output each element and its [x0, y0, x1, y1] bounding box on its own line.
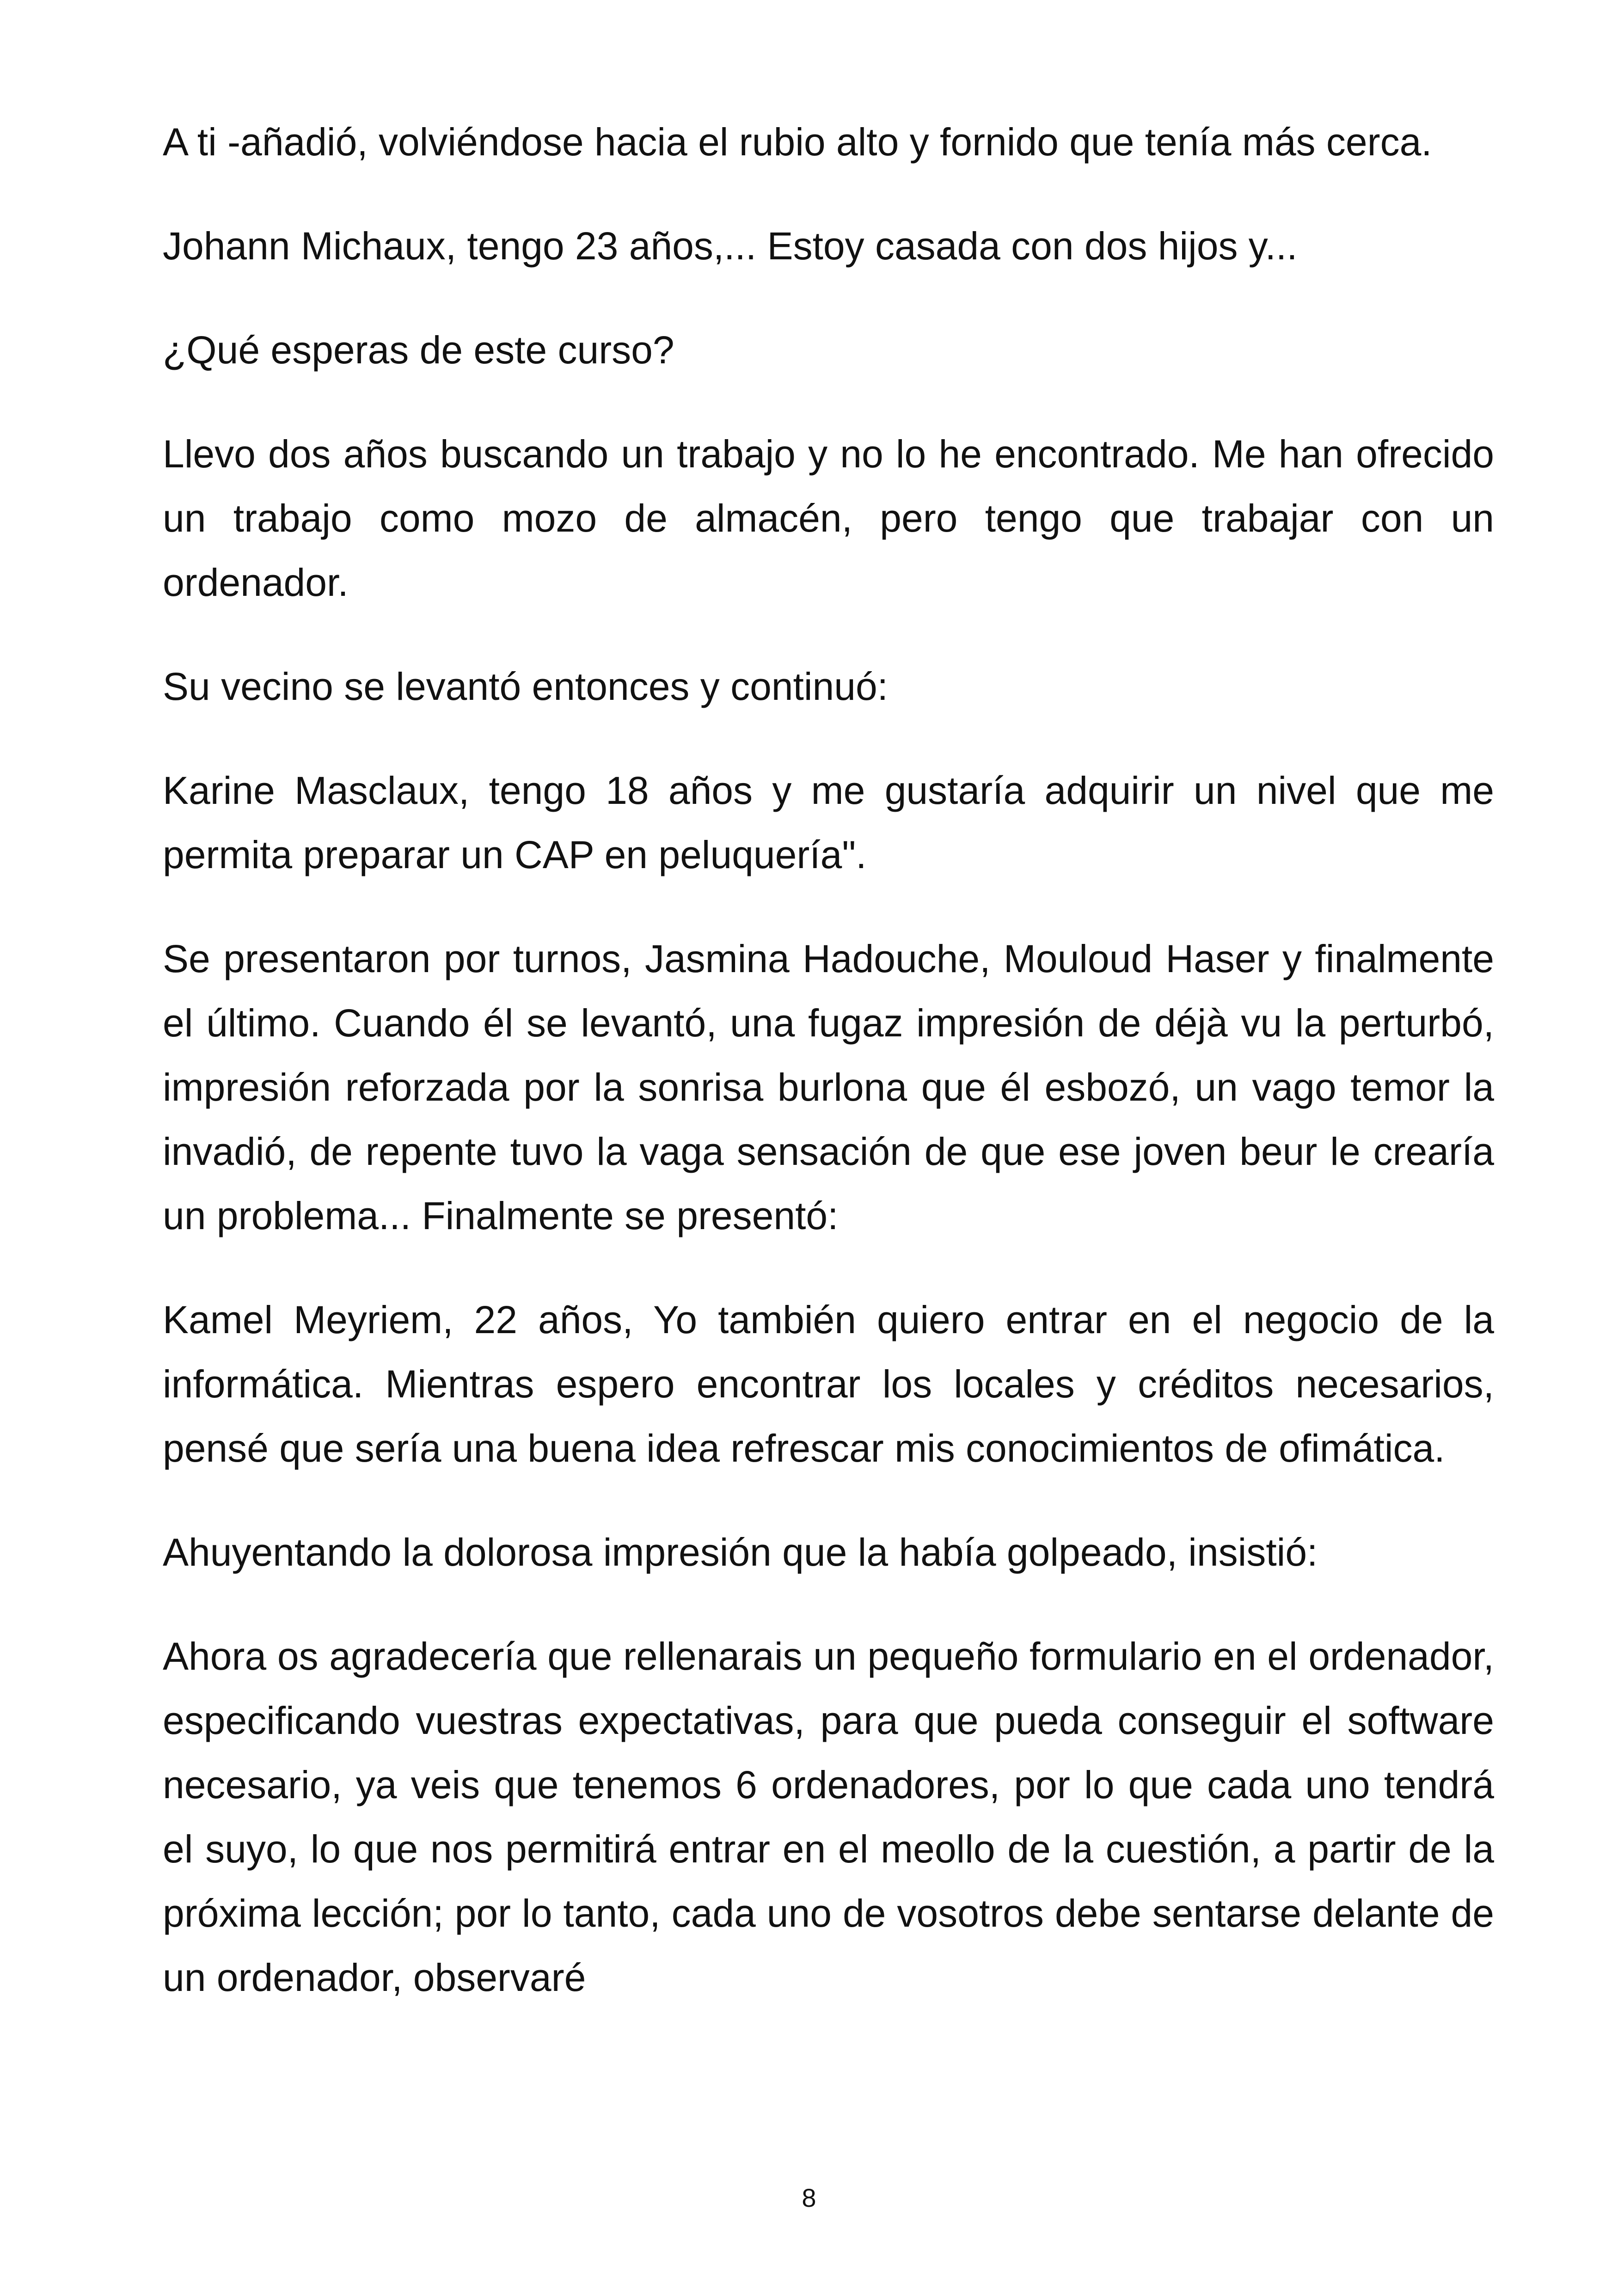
- paragraph: Se presentaron por turnos, Jasmina Hadouche, Mouloud Haser y finalmente el último. Cuando él se levantó, una fugaz impresión de déjà vu la perturbó, impresión reforzada por la sonrisa burlona que él esbozó, un vago temor la invadió, de repente tuvo la vaga sensación de que ese joven beur le crearía un problema... Finalmente se presentó:: [163, 937, 1494, 1237]
- paragraph: A ti -añadió, volviéndose hacia el rubio alto y fornido que tenía más cerca.: [163, 120, 1432, 164]
- paragraph: Johann Michaux, tengo 23 años,... Estoy casada con dos hijos y...: [163, 224, 1298, 268]
- paragraph: Ahora os agradecería que rellenarais un pequeño formulario en el ordenador, especificando vuestras expectativas, para que pueda conseguir el software necesario, ya veis que tenemos 6 ordenadores, por lo que cada uno tendrá el suyo, lo que nos permitirá entrar en el meollo de la cuestión, a partir de la próxima lección; por lo tanto, cada uno de vosotros debe sentarse delante de un ordenador, observaré: [163, 1635, 1494, 1999]
- paragraph: Kamel Meyriem, 22 años, Yo también quiero entrar en el negocio de la informática. Mientras espero encontrar los locales y créditos necesarios, pensé que sería una buena idea refrescar mis conocimientos de ofimática.: [163, 1298, 1494, 1470]
- body-text: [163, 110, 1494, 2010]
- paragraph: Su vecino se levantó entonces y continuó:: [163, 665, 889, 708]
- page-number: 8: [802, 2183, 816, 2212]
- paragraph: Karine Masclaux, tengo 18 años y me gustaría adquirir un nivel que me permita preparar un CAP en peluquería".: [163, 769, 1494, 876]
- paragraph: Llevo dos años buscando un trabajo y no lo he encontrado. Me han ofrecido un trabajo como mozo de almacén, pero tengo que trabajar con un ordenador.: [163, 432, 1494, 604]
- paragraph: Ahuyentando la dolorosa impresión que la había golpeado, insistió:: [163, 1531, 1318, 1574]
- paragraph: ¿Qué esperas de este curso?: [163, 328, 674, 372]
